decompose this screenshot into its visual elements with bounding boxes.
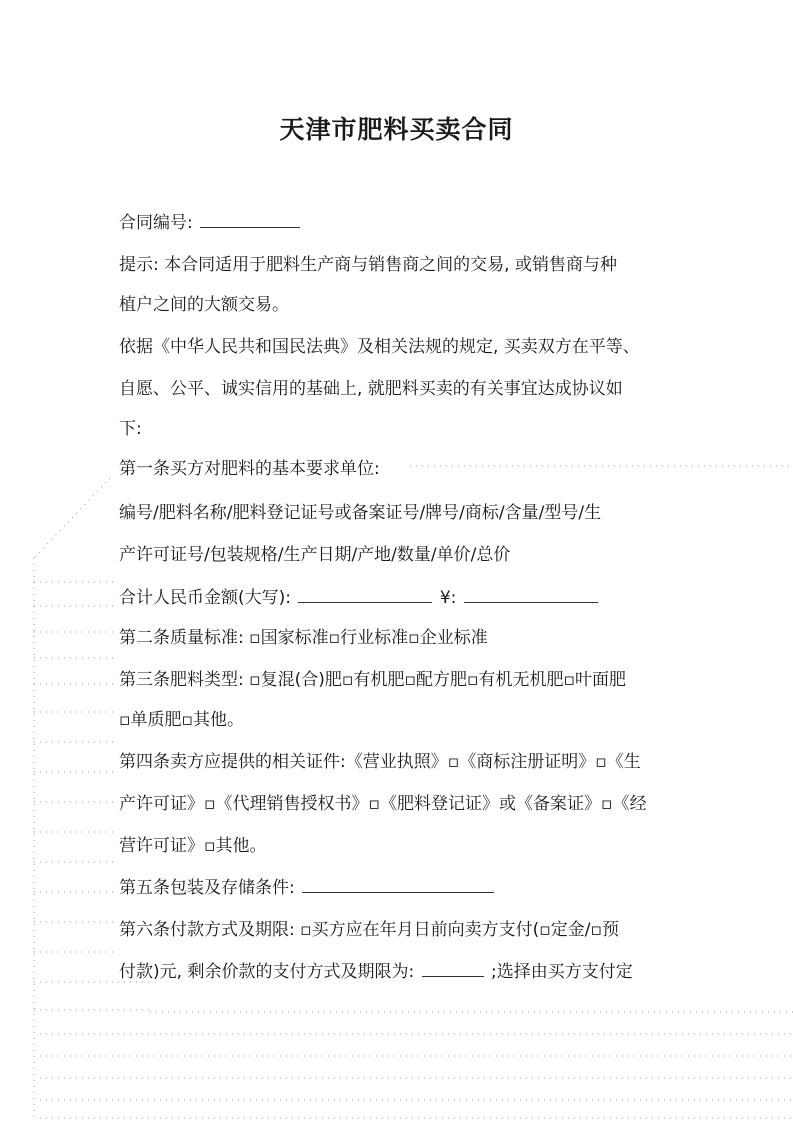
basis-line-2: 自愿、公平、诚实信用的基础上, 就肥料买卖的有关事宜达成协议如	[119, 379, 623, 399]
article-4-line-3: 营许可证》▫其他。	[119, 836, 267, 856]
contract-number-blank	[200, 209, 300, 228]
article-5-line	[119, 870, 689, 906]
article-5-blank	[302, 874, 494, 893]
document-title: 天津市肥料买卖合同	[279, 115, 514, 144]
total-amount-words-blank	[298, 584, 432, 603]
article-5-label: 第五条包装及存储条件:	[119, 878, 295, 898]
article-4-line-2: 产许可证》▫《代理销售授权书》▫《肥料登记证》或《备案证》▫《经	[119, 794, 647, 814]
article-4-line-1: 第四条卖方应提供的相关证件:《营业执照》▫《商标注册证明》▫《生	[119, 752, 641, 772]
contract-number-label: 合同编号:	[119, 213, 193, 233]
total-amount-line	[119, 580, 689, 616]
article-6-line-1: 第六条付款方式及期限: ▫买方应在年月日前向卖方支付(▫定金/▫预	[119, 920, 620, 940]
article-1-fields-line-1: 编号/肥料名称/肥料登记证号或备案证号/牌号/商标/含量/型号/生	[119, 503, 602, 523]
article-6-text-b: ;选择由买方支付定	[490, 962, 633, 982]
basis-line-1: 依据《中华人民共和国民法典》及相关法规的规定, 买卖双方在平等、	[119, 337, 640, 357]
total-amount-yen-label: ¥:	[439, 588, 457, 608]
article-1-title: 第一条买方对肥料的基本要求单位:	[119, 459, 380, 479]
hint-line-2: 植户之间的大额交易。	[119, 295, 289, 315]
contract-number-line	[119, 205, 689, 241]
total-amount-label: 合计人民币金额(大写):	[119, 588, 291, 608]
article-3-line-1: 第三条肥料类型: ▫复混(合)肥▫有机肥▫配方肥▫有机无机肥▫叶面肥	[119, 670, 627, 690]
total-amount-number-blank	[464, 584, 598, 603]
basis-line-3: 下:	[119, 419, 142, 439]
article-6-line-2	[119, 954, 689, 990]
article-1-fields-line-2: 产许可证号/包装规格/生产日期/产地/数量/单价/总价	[119, 545, 511, 565]
hint-line-1: 提示: 本合同适用于肥料生产商与销售商之间的交易, 或销售商与种	[119, 255, 617, 275]
article-2-quality-standard: 第二条质量标准: ▫国家标准▫行业标准▫企业标准	[119, 628, 488, 648]
article-6-text-a: 付款)元, 剩余价款的支付方式及期限为:	[119, 962, 415, 982]
article-6-payment-blank	[422, 958, 484, 977]
article-3-line-2: ▫单质肥▫其他。	[119, 710, 245, 730]
